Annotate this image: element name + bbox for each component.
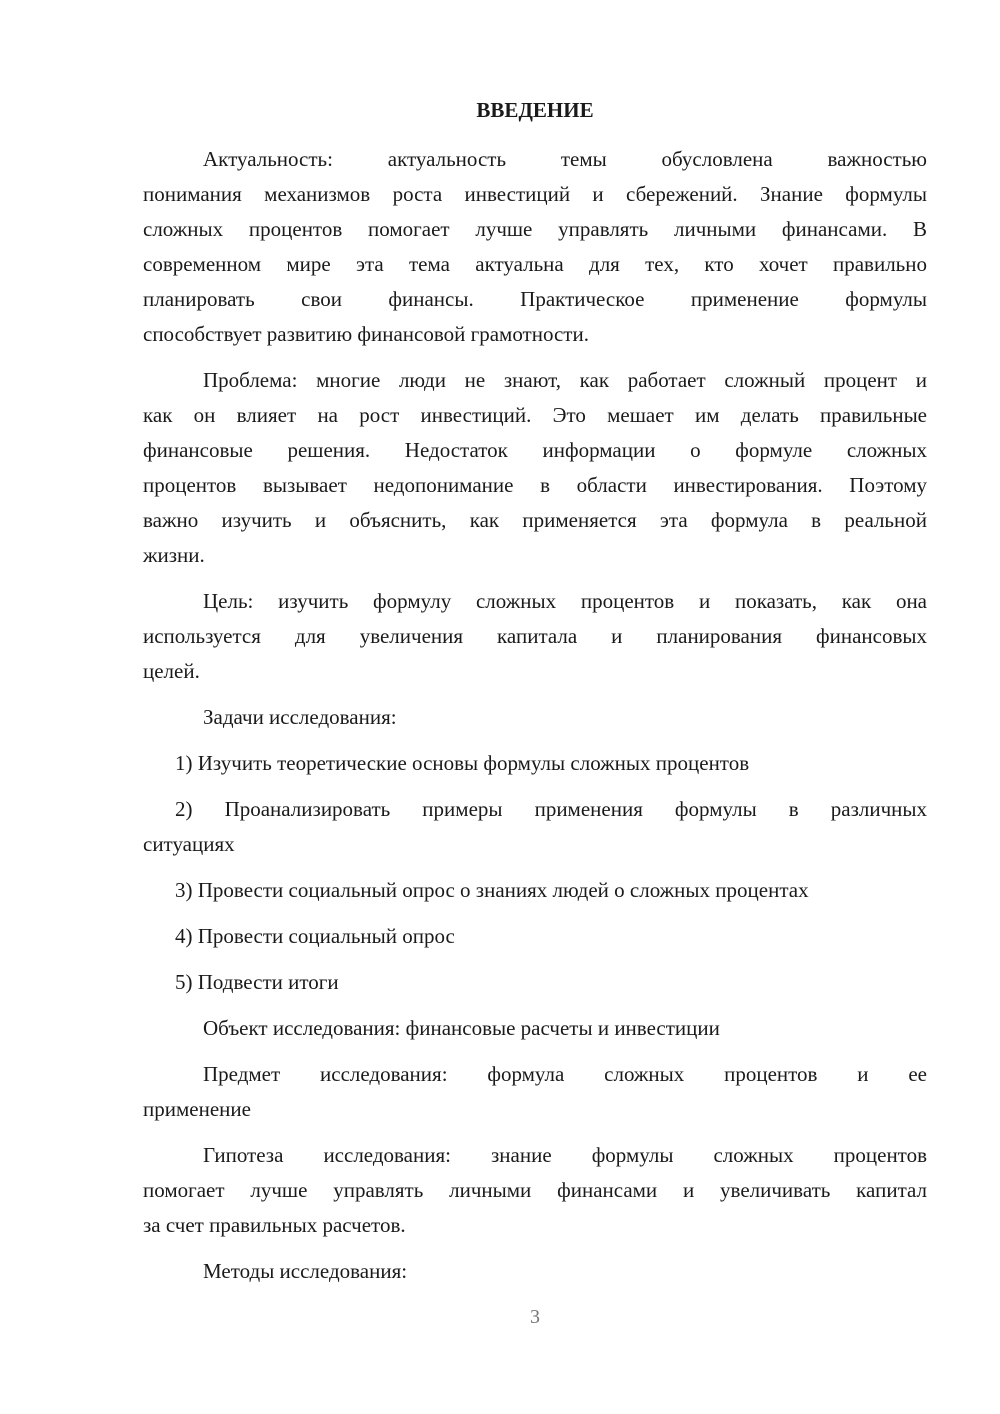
list-item (143, 746, 927, 781)
paragraph (143, 1138, 927, 1243)
paragraph (143, 1254, 927, 1289)
list-item (143, 792, 927, 862)
page-number: 3 (530, 1306, 540, 1328)
paragraph (143, 1011, 927, 1046)
text-line: ситуациях (143, 832, 235, 856)
list-item (143, 919, 927, 954)
text-line: Объект исследования: финансовые расчеты и инвестиции (203, 1016, 720, 1040)
text-line: 2) Проанализировать примеры применения формулы в различных (175, 797, 927, 821)
text-line: сложных процентов помогает лучше управлять личными финансами. В (143, 217, 927, 241)
paragraph (143, 363, 927, 573)
text-line: целей. (143, 659, 200, 683)
text-line: за счет правильных расчетов. (143, 1213, 406, 1237)
text-line: используется для увеличения капитала и планирования финансовых (143, 624, 927, 648)
text-line: 4) Провести социальный опрос (175, 924, 455, 948)
text-line: способствует развитию финансовой грамотности. (143, 322, 589, 346)
text-line: жизни. (143, 543, 205, 567)
text-line: 5) Подвести итоги (175, 970, 339, 994)
text-line: Цель: изучить формулу сложных процентов и показать, как она (203, 589, 927, 613)
text-line: как он влияет на рост инвестиций. Это мешает им делать правильные (143, 403, 927, 427)
text-line: 1) Изучить теоретические основы формулы сложных процентов (175, 751, 750, 775)
paragraph (143, 1057, 927, 1127)
list-item (143, 873, 927, 908)
text-line: планировать свои финансы. Практическое применение формулы (143, 287, 927, 311)
text-line: Методы исследования: (203, 1259, 408, 1283)
text-line: финансовые решения. Недостаток информации о формуле сложных (143, 438, 927, 462)
text-line: Задачи исследования: (203, 705, 397, 729)
text-line: 3) Провести социальный опрос о знаниях людей о сложных процентах (175, 878, 809, 902)
paragraph (143, 584, 927, 689)
text-line: Актуальность: актуальность темы обусловлена важностью (203, 147, 927, 171)
text-line: помогает лучше управлять личными финансами и увеличивать капитал (143, 1178, 927, 1202)
paragraph (143, 700, 927, 735)
document-body (143, 142, 927, 1300)
section-title: ВВЕДЕНИЕ (476, 98, 594, 122)
list-item (143, 965, 927, 1000)
text-line: важно изучить и объяснить, как применяется эта формула в реальной (143, 508, 927, 532)
paragraph (143, 142, 927, 352)
text-line: Проблема: многие люди не знают, как работает сложный процент и (203, 368, 927, 392)
text-line: Предмет исследования: формула сложных процентов и ее (203, 1062, 927, 1086)
text-line: процентов вызывает недопонимание в области инвестирования. Поэтому (143, 473, 927, 497)
text-line: современном мире эта тема актуальна для тех, кто хочет правильно (143, 252, 927, 276)
text-line: Гипотеза исследования: знание формулы сложных процентов (203, 1143, 927, 1167)
text-line: понимания механизмов роста инвестиций и сбережений. Знание формулы (143, 182, 927, 206)
text-line: применение (143, 1097, 251, 1121)
